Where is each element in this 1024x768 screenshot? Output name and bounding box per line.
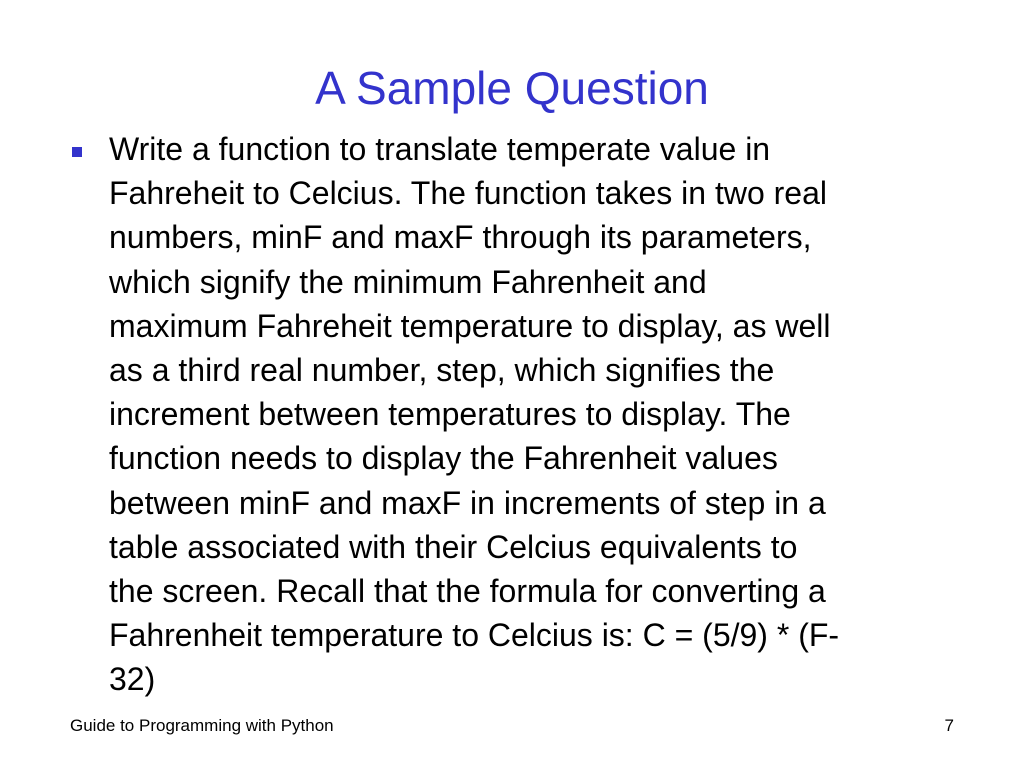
bullet-text-line: function needs to display the Fahrenheit values xyxy=(109,440,778,477)
footer-page-number: 7 xyxy=(944,716,954,735)
bullet-text-line: which signify the minimum Fahrenheit and xyxy=(109,263,707,300)
bullet-text-line: numbers, minF and maxF through its parameters, xyxy=(109,219,812,256)
bullet-text-line: increment between temperatures to display. The xyxy=(109,396,791,433)
bullet-text-line: table associated with their Celcius equivalents to xyxy=(109,528,798,565)
bullet-text-line: 32) xyxy=(109,661,156,698)
bullet-text-line: the screen. Recall that the formula for converting a xyxy=(109,573,826,610)
bullet-text-line: Write a function to translate temperate value in xyxy=(109,131,771,167)
bullet-text xyxy=(109,127,989,702)
bullet-text-line: between minF and maxF in increments of step in a xyxy=(109,484,826,521)
bullet-text-line: Fahreheit to Celcius. The function takes in two real xyxy=(109,175,827,212)
bullet-square-icon xyxy=(72,147,82,157)
slide-title: A Sample Question xyxy=(315,62,709,114)
bullet-text-line: as a third real number, step, which signifies the xyxy=(109,352,775,389)
footer-course-title: Guide to Programming with Python xyxy=(70,716,334,735)
bullet-text-line: Fahrenheit temperature to Celcius is: C = (5/9) * (F- xyxy=(109,617,840,654)
bullet-text-line: maximum Fahreheit temperature to display, as well xyxy=(109,307,831,344)
